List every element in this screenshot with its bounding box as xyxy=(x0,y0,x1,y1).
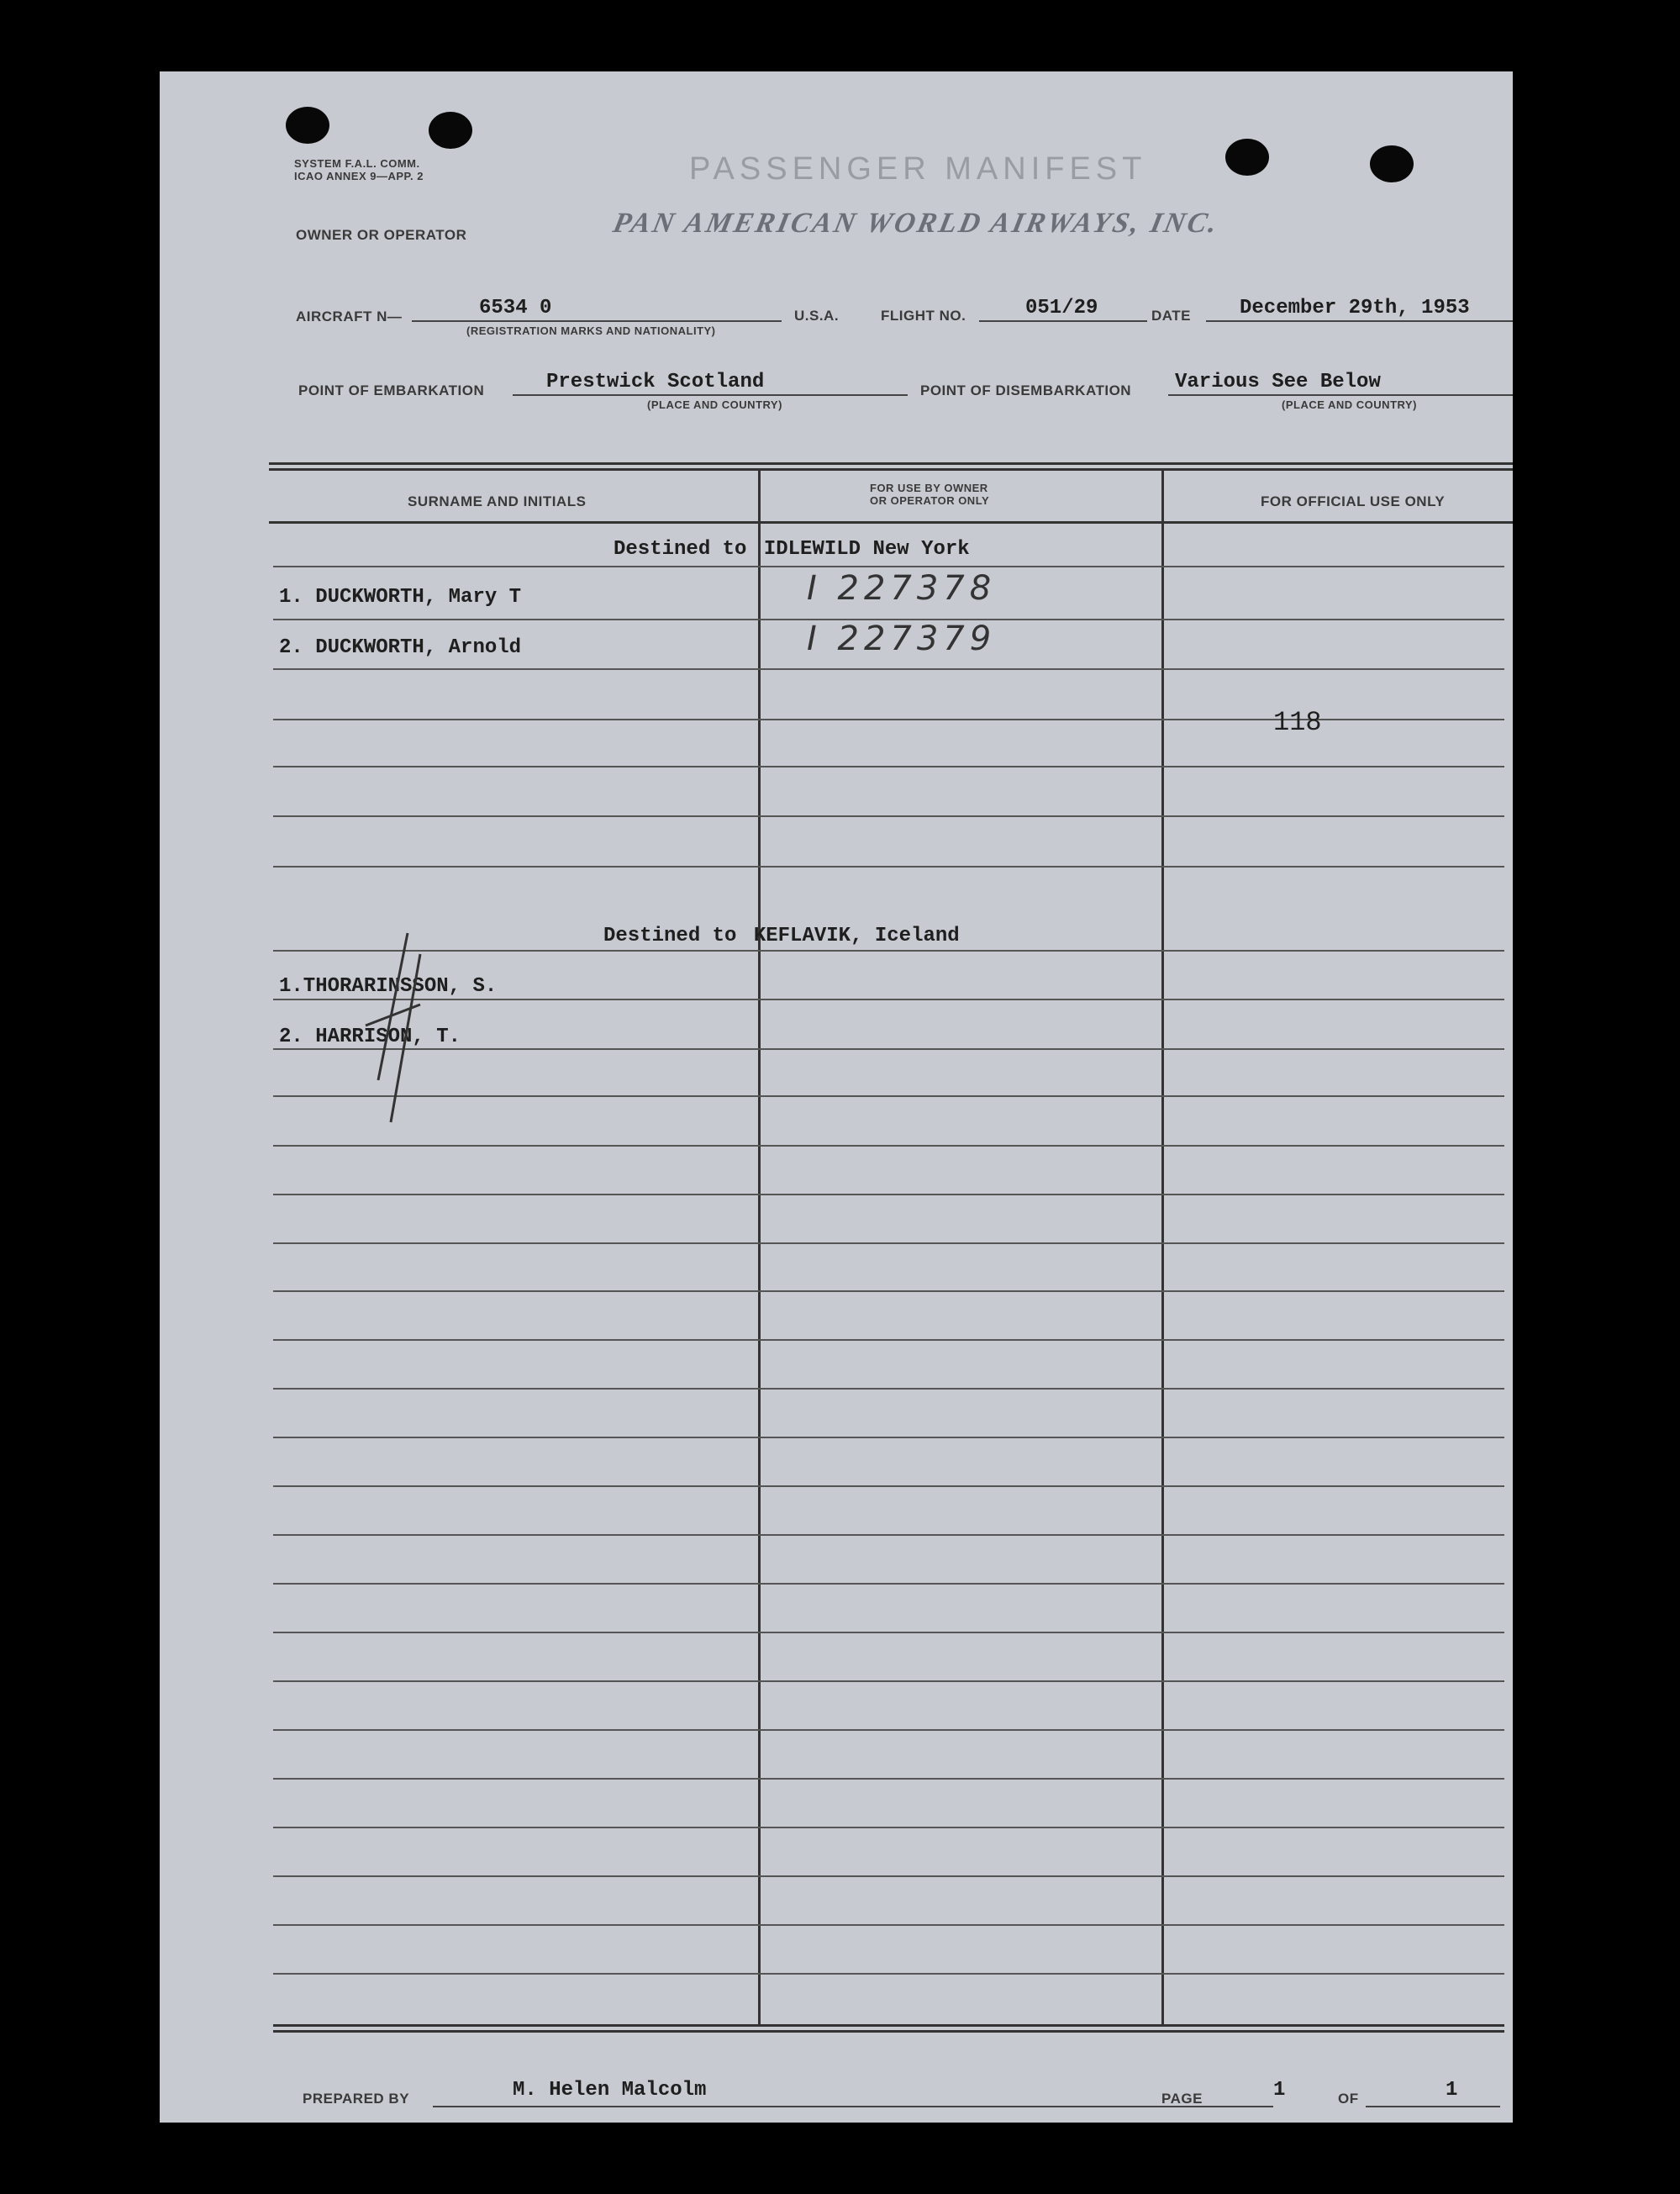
column-header-owner-line1: FOR USE BY OWNER xyxy=(870,482,988,494)
disembarkation-value: Various See Below xyxy=(1175,371,1381,393)
passenger-name: 1. DUCKWORTH, Mary T xyxy=(279,586,522,609)
destination-line xyxy=(603,925,960,947)
flight-label: FLIGHT NO. xyxy=(881,308,966,324)
prepared-by-label: PREPARED BY xyxy=(303,2091,410,2107)
owner-label: OWNER OR OPERATOR xyxy=(296,227,467,243)
page-value: 1 xyxy=(1273,2079,1286,2102)
registration-caption: (REGISTRATION MARKS AND NATIONALITY) xyxy=(466,324,716,337)
destination-prefix: Destined to xyxy=(603,925,737,947)
prepared-by-value: M. Helen Malcolm xyxy=(513,2079,707,2102)
passenger-name: 2. DUCKWORTH, Arnold xyxy=(279,636,522,659)
manifest-sheet xyxy=(160,71,1513,2123)
aircraft-value: 6534 0 xyxy=(479,297,552,319)
official-note: 118 xyxy=(1273,707,1322,738)
usa-label: U.S.A. xyxy=(794,308,840,324)
disembarkation-label: POINT OF DISEMBARKATION xyxy=(920,382,1132,398)
embarkation-value: Prestwick Scotland xyxy=(546,371,765,393)
column-header-owner-line2: OR OPERATOR ONLY xyxy=(870,494,990,507)
passenger-name: 1.THORARINSSON, S. xyxy=(279,975,498,998)
destination-prefix: Destined to xyxy=(614,538,747,561)
destination-name: IDLEWILD New York xyxy=(763,538,970,561)
owner-value: PAN AMERICAN WORLD AIRWAYS, INC. xyxy=(610,208,1223,239)
aircraft-label: AIRCRAFT N— xyxy=(296,309,403,324)
punch-hole xyxy=(1225,139,1269,176)
column-header-official: FOR OFFICIAL USE ONLY xyxy=(1261,493,1446,509)
form-reference-line1: SYSTEM F.A.L. COMM. xyxy=(294,157,420,170)
ticket-number: I 227379 xyxy=(807,620,997,658)
date-label: DATE xyxy=(1151,308,1192,324)
of-value: 1 xyxy=(1446,2079,1458,2102)
passenger-name: 2. HARRISON, T. xyxy=(279,1026,461,1048)
punch-hole xyxy=(429,112,472,149)
page-label: PAGE xyxy=(1161,2091,1203,2107)
disembarkation-caption: (PLACE AND COUNTRY) xyxy=(1282,398,1417,411)
handwritten-check-mark xyxy=(345,929,445,1139)
embarkation-caption: (PLACE AND COUNTRY) xyxy=(647,398,782,411)
destination-line xyxy=(614,538,970,561)
punch-hole xyxy=(1370,145,1414,182)
form-title: PASSENGER MANIFEST xyxy=(689,151,1147,187)
of-label: OF xyxy=(1338,2091,1359,2107)
destination-name: KEFLAVIK, Iceland xyxy=(753,925,960,947)
ticket-number: I 227378 xyxy=(807,569,997,608)
form-reference-line2: ICAO ANNEX 9—APP. 2 xyxy=(294,170,424,182)
date-value: December 29th, 1953 xyxy=(1240,297,1470,319)
embarkation-label: POINT OF EMBARKATION xyxy=(298,382,485,398)
flight-value: 051/29 xyxy=(1025,297,1098,319)
column-header-surname: SURNAME AND INITIALS xyxy=(408,493,587,509)
punch-hole xyxy=(286,107,329,144)
